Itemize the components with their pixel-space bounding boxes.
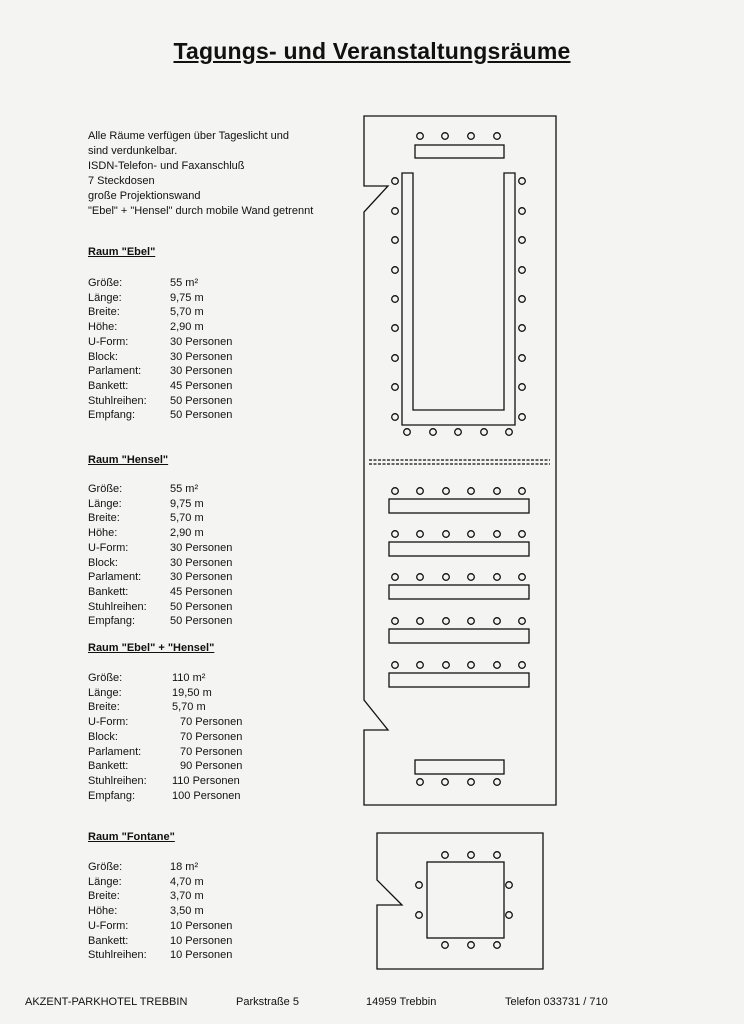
spec-value: 30 Personen bbox=[170, 571, 233, 584]
spec-label: Parlament: bbox=[88, 745, 142, 758]
spec-label: Breite: bbox=[88, 306, 120, 319]
spec-label: Bankett: bbox=[88, 934, 129, 947]
spec-label: Länge: bbox=[88, 686, 122, 699]
chair-icon bbox=[519, 355, 526, 362]
intro-line: große Projektionswand bbox=[88, 190, 201, 202]
chair-icon bbox=[443, 662, 450, 669]
chair-icon bbox=[468, 662, 475, 669]
spec-value: 9,75 m bbox=[170, 291, 204, 304]
hensel-table bbox=[389, 542, 529, 556]
chair-icon bbox=[494, 488, 501, 495]
chair-icon bbox=[519, 488, 526, 495]
chair-icon bbox=[417, 618, 424, 625]
chair-icon bbox=[468, 779, 475, 786]
spec-value: 10 Personen bbox=[170, 919, 233, 932]
chair-icon bbox=[430, 429, 437, 436]
intro-line: Alle Räume verfügen über Tageslicht und bbox=[88, 130, 289, 142]
chair-icon bbox=[392, 237, 399, 244]
chair-icon bbox=[392, 488, 399, 495]
spec-value: 90 Personen bbox=[180, 760, 243, 773]
spec-label: Bankett: bbox=[88, 585, 129, 598]
spec-label: Block: bbox=[88, 350, 118, 363]
hensel-table bbox=[389, 629, 529, 643]
chair-icon bbox=[392, 208, 399, 215]
spec-label: Höhe: bbox=[88, 321, 118, 334]
chair-icon bbox=[442, 779, 449, 786]
spec-label: Empfang: bbox=[88, 615, 136, 628]
spec-label: Höhe: bbox=[88, 905, 118, 918]
chair-icon bbox=[519, 384, 526, 391]
spec-label: Block: bbox=[88, 730, 118, 743]
spec-value: 110 Personen bbox=[172, 774, 240, 787]
chair-icon bbox=[417, 488, 424, 495]
chair-icon bbox=[468, 852, 475, 859]
spec-value: 4,70 m bbox=[170, 875, 204, 888]
chair-icon bbox=[519, 267, 526, 274]
spec-value: 50 Personen bbox=[170, 394, 233, 407]
chair-icon bbox=[417, 779, 424, 786]
room-heading-ebel: Raum "Ebel" bbox=[88, 246, 156, 258]
chair-icon bbox=[494, 531, 501, 538]
spec-label: Länge: bbox=[88, 497, 122, 510]
spec-label: Parlament: bbox=[88, 365, 142, 378]
spec-label: Breite: bbox=[88, 890, 120, 903]
chair-icon bbox=[392, 325, 399, 332]
spec-value: 50 Personen bbox=[170, 615, 233, 628]
spec-label: Stuhlreihen: bbox=[88, 394, 147, 407]
chair-icon bbox=[494, 852, 501, 859]
chair-icon bbox=[494, 574, 501, 581]
chair-icon bbox=[494, 618, 501, 625]
spec-label: U-Form: bbox=[88, 541, 129, 554]
chair-icon bbox=[392, 267, 399, 274]
ebel-head-table bbox=[415, 145, 504, 158]
spec-label: Größe: bbox=[88, 483, 123, 495]
fontane-room-outline bbox=[377, 833, 543, 969]
chair-icon bbox=[519, 296, 526, 303]
spec-value: 50 Personen bbox=[170, 600, 233, 613]
spec-value: 45 Personen bbox=[170, 585, 233, 598]
hensel-table bbox=[389, 499, 529, 513]
chair-icon bbox=[443, 488, 450, 495]
spec-value: 30 Personen bbox=[170, 365, 233, 378]
fontane-table bbox=[427, 862, 504, 938]
intro-line: "Ebel" + "Hensel" durch mobile Wand getrennt bbox=[88, 205, 314, 217]
chair-icon bbox=[392, 355, 399, 362]
spec-value: 2,90 m bbox=[170, 527, 204, 540]
mobile-wall bbox=[369, 460, 550, 464]
spec-value: 30 Personen bbox=[170, 335, 233, 348]
chair-icon bbox=[443, 618, 450, 625]
intro-line: ISDN-Telefon- und Faxanschluß bbox=[88, 160, 245, 172]
spec-value: 30 Personen bbox=[170, 556, 233, 569]
spec-value: 10 Personen bbox=[170, 949, 233, 962]
chair-icon bbox=[392, 384, 399, 391]
chair-icon bbox=[392, 531, 399, 538]
chair-icon bbox=[468, 618, 475, 625]
spec-value: 18 m² bbox=[170, 861, 199, 873]
chair-icon bbox=[416, 882, 423, 889]
room-heading-combined: Raum "Ebel" + "Hensel" bbox=[88, 642, 215, 654]
chair-icon bbox=[455, 429, 462, 436]
room-heading-hensel: Raum "Hensel" bbox=[88, 454, 169, 466]
chair-icon bbox=[417, 531, 424, 538]
chair-icon bbox=[519, 237, 526, 244]
chair-icon bbox=[494, 942, 501, 949]
chair-icon bbox=[468, 133, 475, 140]
spec-label: Größe: bbox=[88, 672, 123, 684]
chair-icon bbox=[519, 325, 526, 332]
intro-line: sind verdunkelbar. bbox=[88, 145, 178, 157]
chair-icon bbox=[519, 662, 526, 669]
chair-icon bbox=[519, 574, 526, 581]
spec-label: Breite: bbox=[88, 512, 120, 525]
room-heading-fontane: Raum "Fontane" bbox=[88, 831, 175, 843]
chair-icon bbox=[443, 574, 450, 581]
chair-icon bbox=[494, 779, 501, 786]
spec-label: U-Form: bbox=[88, 335, 129, 348]
chair-icon bbox=[417, 574, 424, 581]
spec-label: Breite: bbox=[88, 701, 120, 714]
chair-icon bbox=[416, 912, 423, 919]
spec-label: Länge: bbox=[88, 875, 122, 888]
spec-value: 5,70 m bbox=[172, 701, 206, 714]
chair-icon bbox=[519, 208, 526, 215]
chair-icon bbox=[442, 942, 449, 949]
spec-value: 50 Personen bbox=[170, 409, 233, 422]
spec-label: U-Form: bbox=[88, 919, 129, 932]
spec-value: 100 Personen bbox=[172, 789, 241, 802]
chair-icon bbox=[494, 662, 501, 669]
spec-label: Bankett: bbox=[88, 760, 129, 773]
spec-value: 30 Personen bbox=[170, 541, 233, 554]
spec-value: 2,90 m bbox=[170, 321, 204, 334]
spec-label: Größe: bbox=[88, 277, 123, 289]
spec-label: Block: bbox=[88, 556, 118, 569]
spec-label: Parlament: bbox=[88, 571, 142, 584]
spec-label: U-Form: bbox=[88, 716, 129, 729]
footer-street: Parkstraße 5 bbox=[236, 996, 299, 1008]
hensel-presenter-table bbox=[415, 760, 504, 774]
chair-icon bbox=[506, 429, 513, 436]
spec-value: 3,70 m bbox=[170, 890, 204, 903]
chair-icon bbox=[519, 414, 526, 421]
spec-value: 3,50 m bbox=[170, 905, 204, 918]
spec-label: Stuhlreihen: bbox=[88, 600, 147, 613]
chair-icon bbox=[519, 618, 526, 625]
spec-label: Länge: bbox=[88, 291, 122, 304]
spec-label: Empfang: bbox=[88, 789, 136, 802]
hensel-table bbox=[389, 585, 529, 599]
chair-icon bbox=[506, 912, 513, 919]
spec-label: Stuhlreihen: bbox=[88, 774, 147, 787]
chair-icon bbox=[392, 178, 399, 185]
spec-value: 30 Personen bbox=[170, 350, 233, 363]
spec-label: Größe: bbox=[88, 861, 123, 873]
chair-icon bbox=[494, 133, 501, 140]
chair-icon bbox=[468, 942, 475, 949]
chair-icon bbox=[468, 531, 475, 538]
spec-value: 9,75 m bbox=[170, 497, 204, 510]
chair-icon bbox=[392, 618, 399, 625]
footer-phone: Telefon 033731 / 710 bbox=[505, 996, 608, 1008]
spec-label: Höhe: bbox=[88, 527, 118, 540]
footer-hotel-name: AKZENT-PARKHOTEL TREBBIN bbox=[25, 996, 188, 1008]
spec-label: Bankett: bbox=[88, 379, 129, 392]
chair-icon bbox=[392, 574, 399, 581]
spec-value: 110 m² bbox=[172, 672, 206, 684]
chair-icon bbox=[506, 882, 513, 889]
spec-label: Stuhlreihen: bbox=[88, 949, 147, 962]
chair-icon bbox=[442, 852, 449, 859]
chair-icon bbox=[443, 531, 450, 538]
page-title: Tagungs- und Veranstaltungsräume bbox=[173, 38, 571, 64]
intro-line: 7 Steckdosen bbox=[88, 175, 155, 187]
spec-value: 55 m² bbox=[170, 483, 199, 495]
chair-icon bbox=[468, 488, 475, 495]
spec-value: 70 Personen bbox=[180, 716, 243, 729]
footer-city: 14959 Trebbin bbox=[366, 996, 437, 1008]
chair-icon bbox=[392, 414, 399, 421]
chair-icon bbox=[417, 662, 424, 669]
chair-icon bbox=[481, 429, 488, 436]
chair-icon bbox=[519, 531, 526, 538]
hensel-table bbox=[389, 673, 529, 687]
spec-value: 5,70 m bbox=[170, 306, 204, 319]
chair-icon bbox=[392, 662, 399, 669]
spec-value: 45 Personen bbox=[170, 379, 233, 392]
spec-value: 5,70 m bbox=[170, 512, 204, 525]
spec-value: 10 Personen bbox=[170, 934, 233, 947]
chair-icon bbox=[519, 178, 526, 185]
spec-value: 70 Personen bbox=[180, 745, 243, 758]
chair-icon bbox=[417, 133, 424, 140]
spec-label: Empfang: bbox=[88, 409, 136, 422]
spec-value: 70 Personen bbox=[180, 730, 243, 743]
spec-value: 19,50 m bbox=[172, 686, 212, 699]
chair-icon bbox=[442, 133, 449, 140]
chair-icon bbox=[468, 574, 475, 581]
spec-value: 55 m² bbox=[170, 277, 199, 289]
chair-icon bbox=[392, 296, 399, 303]
chair-icon bbox=[404, 429, 411, 436]
ebel-u-table bbox=[402, 173, 515, 425]
